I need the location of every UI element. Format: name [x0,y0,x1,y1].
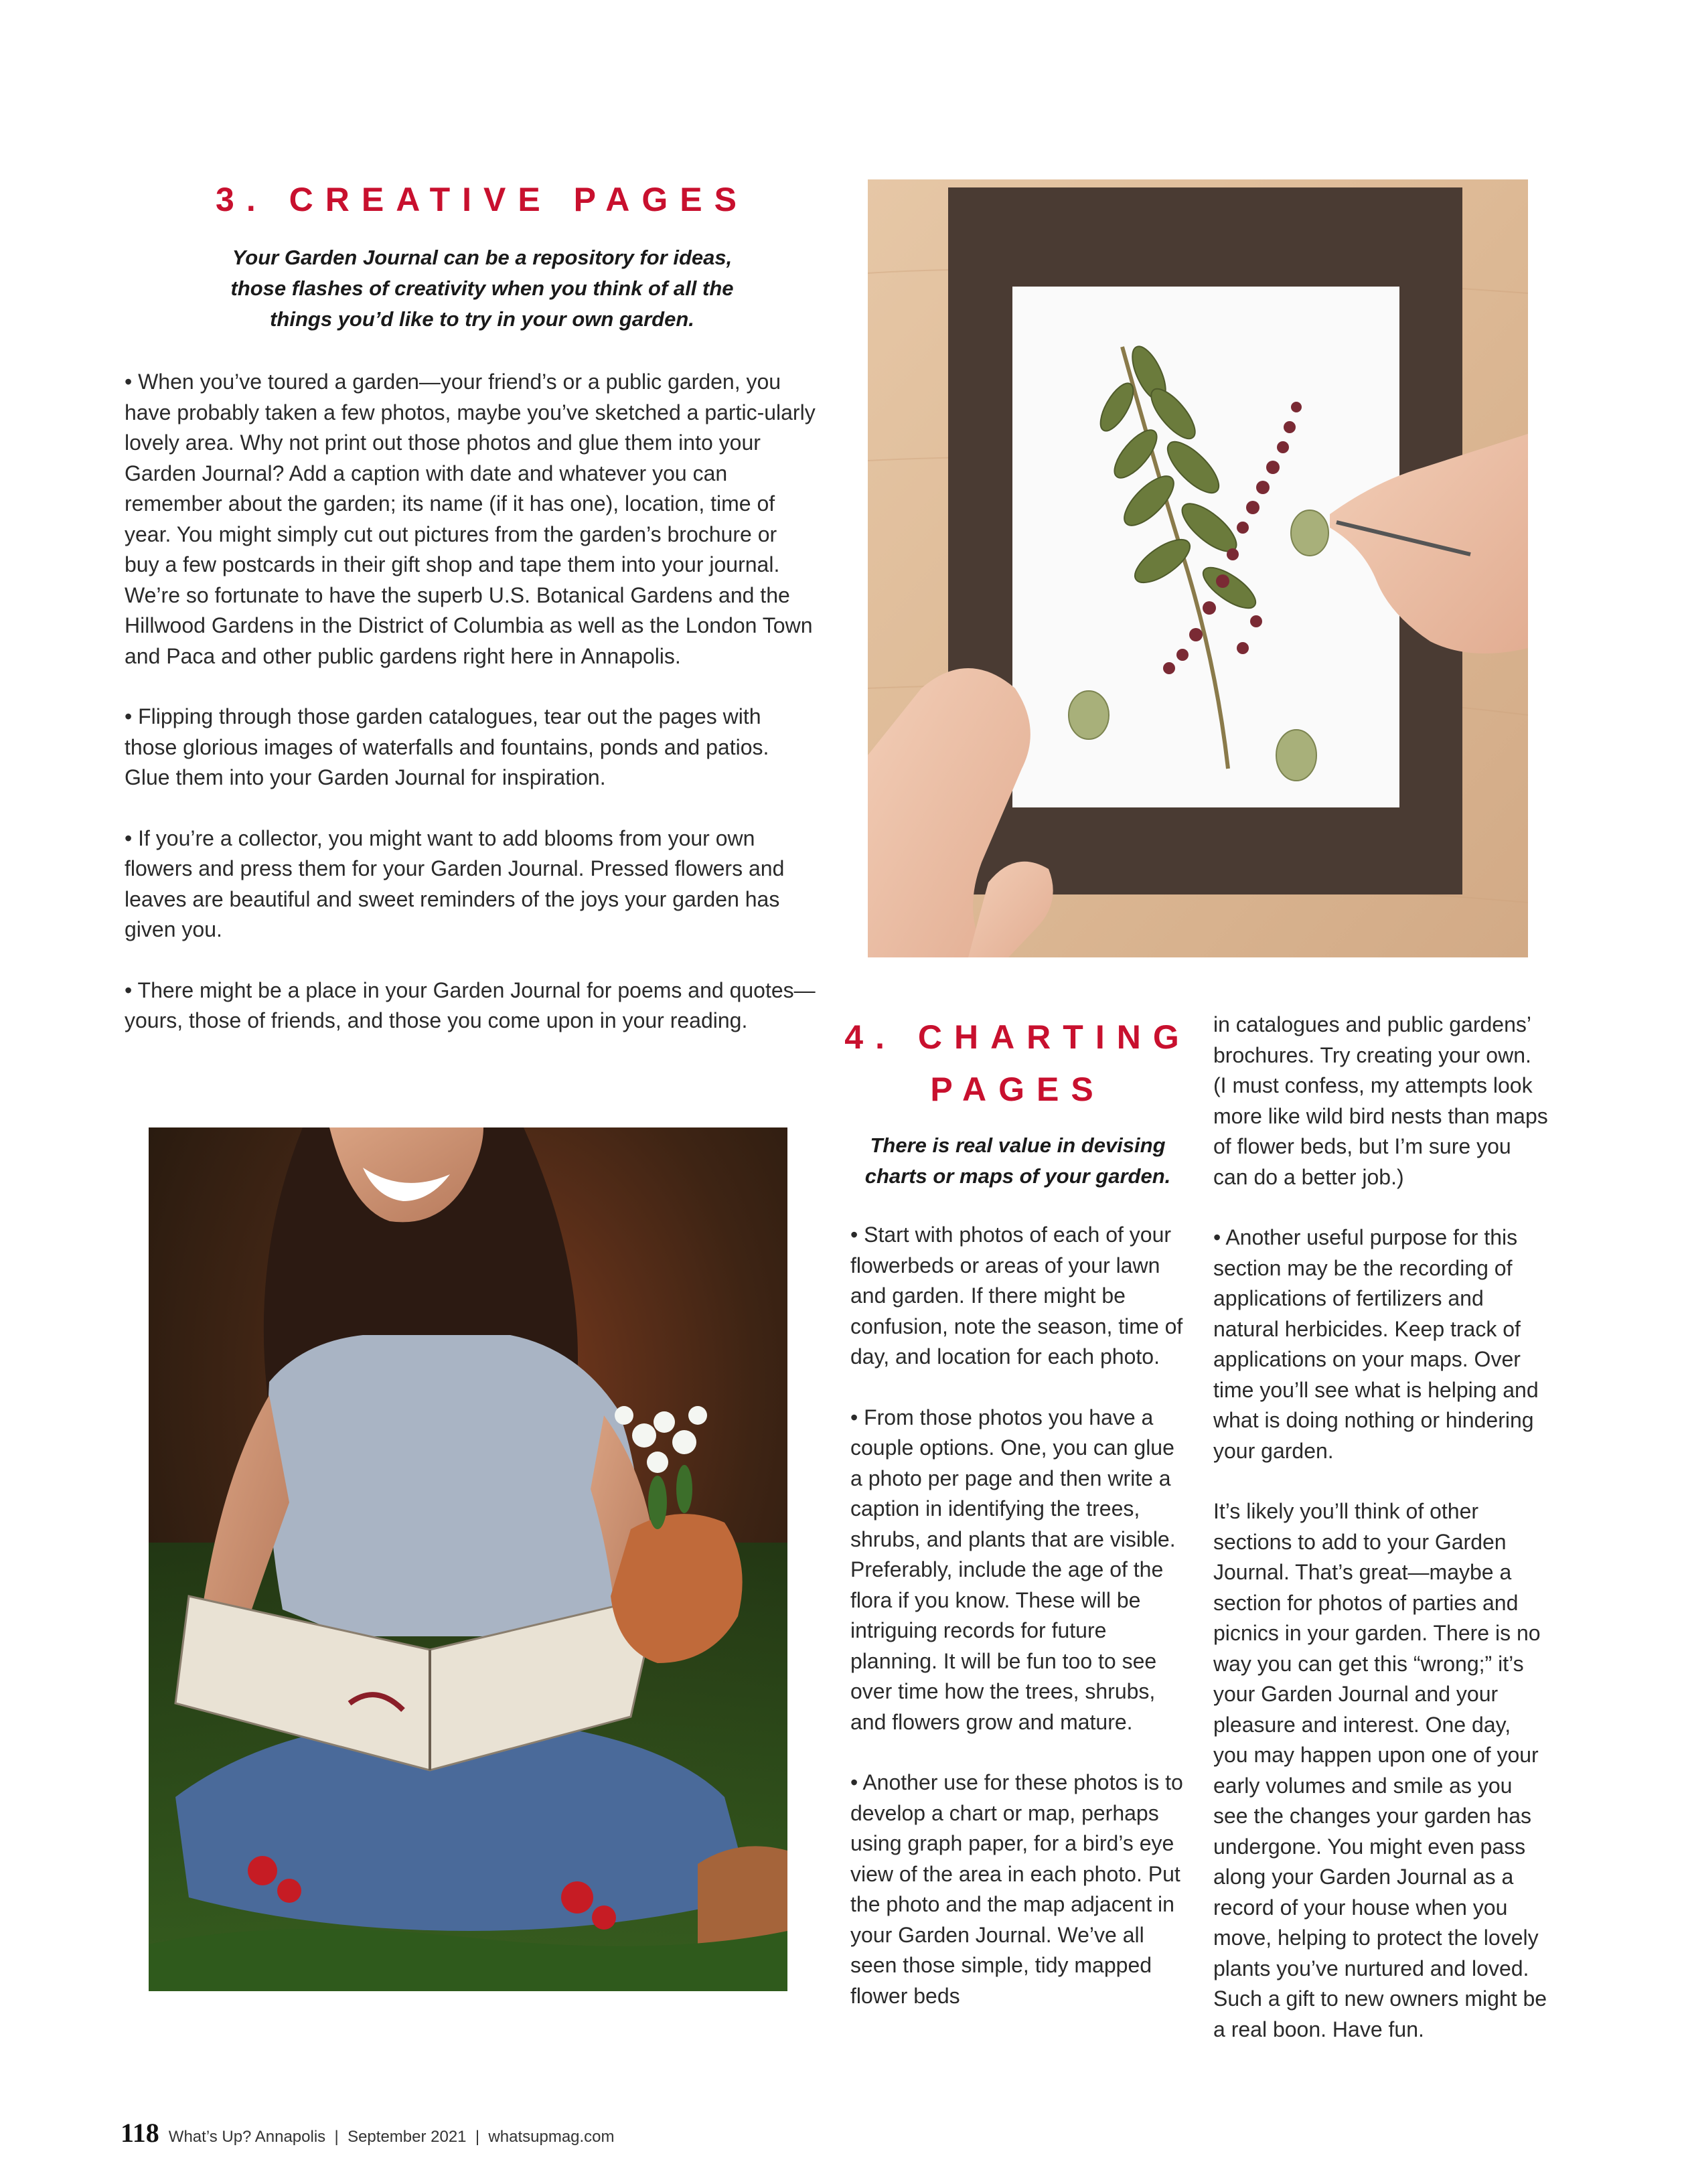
intro-line: things you’d like to try in your own garden. [270,307,694,331]
paragraph: in catalogues and public gardens’ brochures. Try creating your own. (I must confess, my attempts look more like wild bird nests than maps of flower beds, but I’m sure you can do a better job.) [1213,1012,1548,1189]
page-number: 118 [121,2118,159,2148]
paragraph: • There might be a place in your Garden Journal for poems and quotes—yours, those of friends, and those you come upon in your reading. [125,978,816,1032]
paragraph: • When you’ve toured a garden—your friend’s or a public garden, you have probably taken a few photos, maybe you’ve sketched a partic-ularly lovely area. Why not print out those photos and glue them into your Garden Journal? Add a caption with date and whatever you can remember about the garden; its name (if it has one), location, time of year. You might simply cut out pictures from the garden’s brochure or buy a few postcards in their gift shop and tape them into your journal. We’re so fortunate to have the superb U.S. Botanical Gardens and the Hillwood Gardens in the District of Columbia as well as the London Town and Paca and other public gardens right here in Annapolis. [125,370,816,668]
section-3-intro [121,242,844,335]
paragraph: • Start with photos of each of your flowerbeds or areas of your lawn and garden. If there might be confusion, note the season, time of day, and location for each photo. [850,1223,1183,1369]
intro-line: charts or maps of your garden. [864,1164,1171,1188]
section-3-heading: 3. CREATIVE PAGES [216,181,749,218]
section-4-heading [844,1011,1192,1115]
section-4-column-2 [1213,1010,1548,2075]
pressed-flower-photo [868,179,1528,957]
intro-line: those flashes of creativity when you think of all the [230,277,734,300]
paragraph: It’s likely you’ll think of other sections to add to your Garden Journal. That’s great—maybe a section for photos of parties and picnics in your garden. There is no way you can get this “wrong;” it’s your Garden Journal and your pleasure and interest. One day, you may happen upon one of your early volumes and smile as you see the changes your garden has undergone. You might even pass along your Garden Journal as a record of your house when you move, helping to protect the lovely plants you’ve nurtured and loved. Such a gift to new owners might be a real boon. Have fun. [1213,1499,1547,2041]
section-3-body [125,367,817,1067]
paragraph: • If you’re a collector, you might want to add blooms from your own flowers and press them for your Garden Journal. Pressed flowers and leaves are beautiful and sweet reminders of the joys your garden has given you. [125,826,785,941]
paragraph: • Another use for these photos is to develop a chart or map, perhaps using graph paper, for a bird’s eye view of the area in each photo. Put the photo and the map adjacent in your Garden Journal. We’ve all seen those simple, tidy mapped flower beds [850,1770,1183,2008]
paragraph: • Another useful purpose for this section may be the recording of applications of fertilizers and natural herbicides. Keep track of applications on your maps. Over time you’ll see what is helping and what is doing nothing or hindering your garden. [1213,1225,1539,1463]
section-4-intro [844,1130,1192,1192]
intro-line: Your Garden Journal can be a repository for ideas, [232,246,733,269]
paragraph: • From those photos you have a couple options. One, you can glue a photo per page and then write a caption in identifying the trees, shrubs, and plants that are visible. Preferably, include the age of the flora if you know. These will be intriguing records for future planning. It will be fun too to see over time how the trees, shrubs, and flowers grow and mature. [850,1405,1176,1734]
footer-text: What’s Up? Annapolis | September 2021 | whatsupmag.com [168,2128,615,2146]
page-footer [121,2117,615,2151]
heading-line: PAGES [930,1071,1105,1108]
paragraph: • Flipping through those garden catalogues, tear out the pages with those glorious images of waterfalls and fountains, ponds and patios. Glue them into your Garden Journal for inspiration. [125,704,769,789]
section-4-column-1 [850,1220,1185,2041]
woman-with-journal-photo [149,1127,787,1991]
heading-line: 4. CHARTING [844,1018,1191,1056]
intro-line: There is real value in devising [870,1134,1166,1157]
